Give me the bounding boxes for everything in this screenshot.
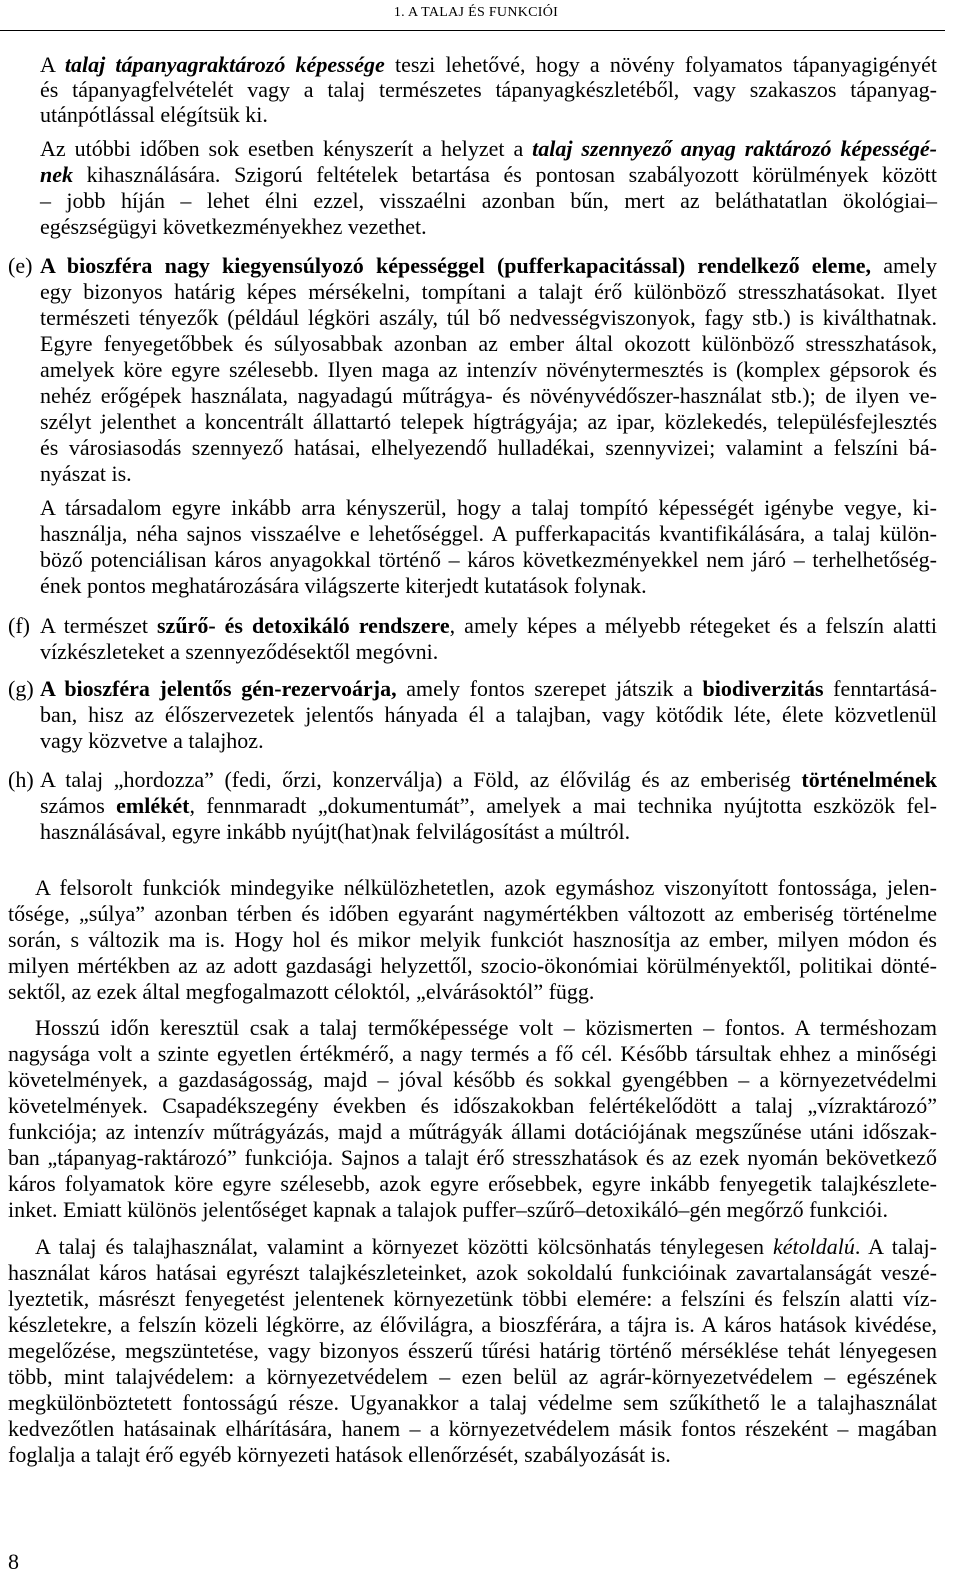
text-run: követelmények, a gazdaságosság, majd – jóval később és sokkal gyengébben – a környezetvédelmi [8, 1067, 937, 1092]
text-run: vagy közvetve a talajhoz. [40, 728, 264, 753]
list-item-body [40, 52, 937, 240]
text-line [8, 1364, 937, 1390]
text-run: lyeztetik, másrészt fenyegetést jelentenek környezetünk többi elemére: a felszíni és felszín alatti víz- [8, 1286, 937, 1311]
list-item-label: (f) [8, 613, 30, 638]
text-line [8, 1442, 937, 1468]
text-run: Az utóbbi időben sok esetben kényszerít a helyzet a [40, 136, 533, 161]
text-line [40, 639, 937, 665]
text-run: használat káros hatásai egyrészt talajkészleteinket, azok sokoldalú funkcióinak zavartalanságát veszé- [8, 1260, 937, 1285]
italic-text: kétoldalú [773, 1234, 855, 1259]
text-line [40, 676, 937, 702]
text-run: foglalja a talajt érő egyéb környezeti hatások ellenőrzését, szabályozását is. [8, 1442, 671, 1467]
text-run: több, mint talajvédelem: a környezetvédelem – ezen belül az agrár-környezetvédelem – egészének [8, 1364, 937, 1389]
list-item-f [0, 613, 960, 665]
text-line [40, 435, 937, 461]
text-line [40, 728, 937, 754]
text-run: természeti tényezők (például légköri aszály, túl bő nedvességviszonyok, fagy stb.) is kiválthatnak. [40, 305, 937, 330]
text-run: A talaj „hordozza” (fedi, őrzi, konzerválja) a Föld, az élővilág és az emberiség [40, 767, 802, 792]
text-run: sektől, az ezek által megfogalmazott céloktól, „elvárásoktól” függ. [8, 979, 595, 1004]
paragraph [8, 875, 937, 1005]
text-run: során, s változik ma is. Hogy hol és mikor melyik funkciót hasznosítja az ember, milyen módon és [8, 927, 937, 952]
text-run: kihasználására. Szigorú feltételek betartása és pontosan szabályozott körülmények között [73, 162, 937, 187]
text-run: . A talaj- [854, 1234, 937, 1259]
text-line [8, 979, 937, 1005]
list-item-label: (g) [8, 676, 34, 701]
text-run: ének pontos meghatározására világszerte kiterjedt kutatások folynak. [40, 573, 647, 598]
text-line [8, 1171, 937, 1197]
paragraph [40, 676, 937, 754]
text-line [40, 52, 937, 77]
text-run: ban, hisz az élőszervezetek jelentős hányada él a talajban, vagy kötődik léte, élete közvetlenül [40, 702, 937, 727]
text-run: A természet [40, 613, 157, 638]
text-run: teszi lehetővé, hogy a növény folyamatos tápanyagigényét [384, 52, 937, 77]
text-line [40, 383, 937, 409]
body-text [8, 875, 937, 1468]
header-rule [0, 30, 945, 31]
page-number: 8 [8, 1549, 19, 1574]
text-line [40, 409, 937, 435]
text-line [40, 253, 937, 279]
bold-text: biodiverzitás [702, 676, 824, 701]
list-item-body [40, 613, 937, 665]
text-run: megkülönböztetett fontosságú része. Ugyanakkor a talaj védelme sem szűkíthető le a talajhasználat [8, 1390, 937, 1415]
text-line [8, 1312, 937, 1338]
text-line [40, 573, 937, 599]
running-header: 1. A TALAJ ÉS FUNKCIÓI [393, 5, 559, 20]
bold-italic-text: nek [40, 162, 73, 187]
text-run: vízkészleteket a szennyeződésektől megóvni. [40, 639, 439, 664]
text-run: nyászat is. [40, 461, 132, 486]
text-line [8, 1197, 937, 1223]
text-line [40, 279, 937, 305]
list-item-label: (h) [8, 767, 34, 792]
text-line [40, 495, 937, 521]
text-line [8, 1041, 937, 1067]
text-run: használja, néha sajnos visszaélve e lehetőséggel. A pufferkapacitás kvantifikálására, a talaj külön- [40, 521, 937, 546]
text-run: egészségügyi következményekhez vezethet. [40, 214, 427, 239]
text-line [8, 1145, 937, 1171]
text-run: kedvezőtlen hatásainak elhárítására, hanem – a környezetvédelem másik fontos részeként – magában [8, 1416, 937, 1441]
text-line [8, 875, 937, 901]
text-line [8, 1067, 937, 1093]
list-item-body [40, 253, 937, 599]
bold-text: A bioszféra nagy kiegyensúlyozó képességgel (pufferkapacitással) rendelkező eleme, [40, 253, 872, 278]
bold-text: szűrő- és detoxikáló rendszere [157, 613, 450, 638]
list-item-body [40, 767, 937, 845]
text-line [40, 547, 937, 573]
text-run: A [40, 52, 65, 77]
bold-text: emlékét [116, 793, 190, 818]
text-line [40, 767, 937, 793]
text-run: inket. Emiatt különös jelentőséget kapnak a talajok puffer–szűrő–detoxikáló–gén megőrző funkciói. [8, 1197, 888, 1222]
text-run: , amely képes a mélyebb rétegeket és a felszín alatti [449, 613, 938, 638]
text-run: funkciója; az intenzív műtrágyázás, majd a műtrágyák állami dotációjának megszűnése utáni időszak- [8, 1119, 937, 1144]
text-run: megelőzése, megszüntetése, vagy bizonyos ésszerű tűrési határig történő mérséklése tehát lényegesen [8, 1338, 937, 1363]
function-list [0, 52, 960, 845]
text-run: Egyre fenyegetőbbek és súlyosabbak azonban az ember által okozott különböző stresszhatások, [40, 331, 937, 356]
text-line [40, 521, 937, 547]
text-line [40, 793, 937, 819]
text-line [40, 162, 937, 188]
text-run: , fennmaradt „dokumentumát”, amelyek a mai technika nyújtotta eszközök fel- [189, 793, 937, 818]
text-run: és városiasodás szennyező hatásai, elhelyezendő hulladékai, szennyvizei; valamint a felszíni bá- [40, 435, 937, 460]
text-run: A társadalom egyre inkább arra kényszerül, hogy a talaj tompító képességét igénybe vegye, ki- [40, 495, 937, 520]
text-line [8, 1015, 937, 1041]
text-line [40, 136, 937, 162]
text-run: amely [871, 253, 937, 278]
intro-block [0, 52, 960, 240]
text-run: amelyek köre egyre szélesebb. Ilyen maga az intenzív növénytermesztés is (komplex gépsorok és [40, 357, 937, 382]
paragraph [40, 253, 937, 487]
paragraph [40, 767, 937, 845]
text-line [40, 613, 937, 639]
text-run: nehéz erőgépek használata, nagyadagú műtrágya- és növényvédőszer-használat stb.); de ilyen ve- [40, 383, 937, 408]
bold-italic-text: talaj szennyező anyag raktározó képességé- [532, 136, 937, 161]
text-run: szélyt jelenthet a koncentrált állattartó telepek hígtrágyája; az ipar, közlekedés, településfejlesztés [40, 409, 937, 434]
text-line [8, 1260, 937, 1286]
text-run: – jobb híján – lehet élni ezzel, visszaélni azonban bűn, mert az beláthatatlan ökológiai– [40, 188, 937, 213]
text-run: amely fontos szerepet játszik a [396, 676, 703, 701]
text-line [40, 102, 937, 127]
text-run: számos [40, 793, 117, 818]
paragraph [40, 613, 937, 665]
list-item-body [40, 676, 937, 754]
text-run: egy bizonyos határig képes mérsékelni, tompítani a talajt érő különböző stresszhatásokat. Ilyet [40, 279, 937, 304]
list-item-g [0, 676, 960, 754]
text-run: nagysága volt a szinte egyetlen értékmérő, a nagy termés a fő cél. Később társultak ehhez a minőségi [8, 1041, 937, 1066]
text-line [8, 901, 937, 927]
list-item-e [0, 253, 960, 599]
paragraph [40, 136, 937, 240]
bold-text: történelmének [801, 767, 937, 792]
text-line [8, 953, 937, 979]
text-line [40, 188, 937, 214]
bold-italic-text: talaj tápanyagraktározó képessége [64, 52, 385, 77]
paragraph [40, 495, 937, 599]
paragraph [8, 1015, 937, 1223]
text-line [40, 357, 937, 383]
text-run: készletekre, a felszín közeli légkörre, az élővilágra, a bioszférára, a tájra is. A káros hatások kivédése, [8, 1312, 937, 1337]
text-run: fenntartásá- [823, 676, 937, 701]
text-line [40, 214, 937, 240]
text-line [8, 927, 937, 953]
text-run: A talaj és talajhasználat, valamint a környezet közötti kölcsönhatás ténylegesen [35, 1234, 773, 1259]
list-item-h [0, 767, 960, 845]
text-run: milyen mértékben az az adott gazdasági helyzettől, szocio-ökonómiai körülményektől, politikai dönté- [8, 953, 937, 978]
text-line [8, 1234, 937, 1260]
paragraph [40, 52, 937, 127]
text-line [40, 702, 937, 728]
text-run: használásával, egyre inkább nyújt(hat)nak felvilágosítást a múltról. [40, 819, 631, 844]
text-line [8, 1416, 937, 1442]
text-run: Hosszú időn keresztül csak a talaj termőképessége volt – közismerten – fontos. A terméshozam [35, 1015, 937, 1040]
text-line [8, 1338, 937, 1364]
text-line [40, 305, 937, 331]
text-line [8, 1119, 937, 1145]
text-run: böző potenciálisan káros anyagokkal történő – káros következményekkel nem járó – terhelhetőség- [40, 547, 937, 572]
text-run: követelmények. Csapadékszegény években és időszakokban felértékelődött a talaj „vízraktározó” [8, 1093, 937, 1118]
text-line [8, 1093, 937, 1119]
text-run: utánpótlással elégítsük ki. [40, 102, 268, 127]
text-line [40, 77, 937, 102]
text-run: A felsorolt funkciók mindegyike nélkülözhetetlen, azok egymáshoz viszonyított fontossága, jelen- [35, 875, 937, 900]
text-line [40, 819, 937, 845]
text-run: káros folyamatok köre egyre szélesebb, azok egyre erősebbek, egyre inkább fenyegetik talajkészlete- [8, 1171, 937, 1196]
text-line [40, 461, 937, 487]
bold-text: A bioszféra jelentős gén-rezervoárja, [40, 676, 397, 701]
text-line [8, 1286, 937, 1312]
text-line [8, 1390, 937, 1416]
list-item-label: (e) [8, 253, 33, 278]
text-run: és tápanyagfelvételét vagy a talaj természetes tápanyagkészletéből, vagy szakaszos tápanyag- [40, 77, 937, 102]
text-line [40, 331, 937, 357]
text-run: ban „tápanyag-raktározó” funkciója. Sajnos a talajt érő stresszhatások és az ezek nyomán bekövetkező [8, 1145, 937, 1170]
text-run: tősége, „súlya” azonban térben és időben egyaránt nagymértékben változott az emberiség történelme [8, 901, 937, 926]
paragraph [8, 1234, 937, 1468]
